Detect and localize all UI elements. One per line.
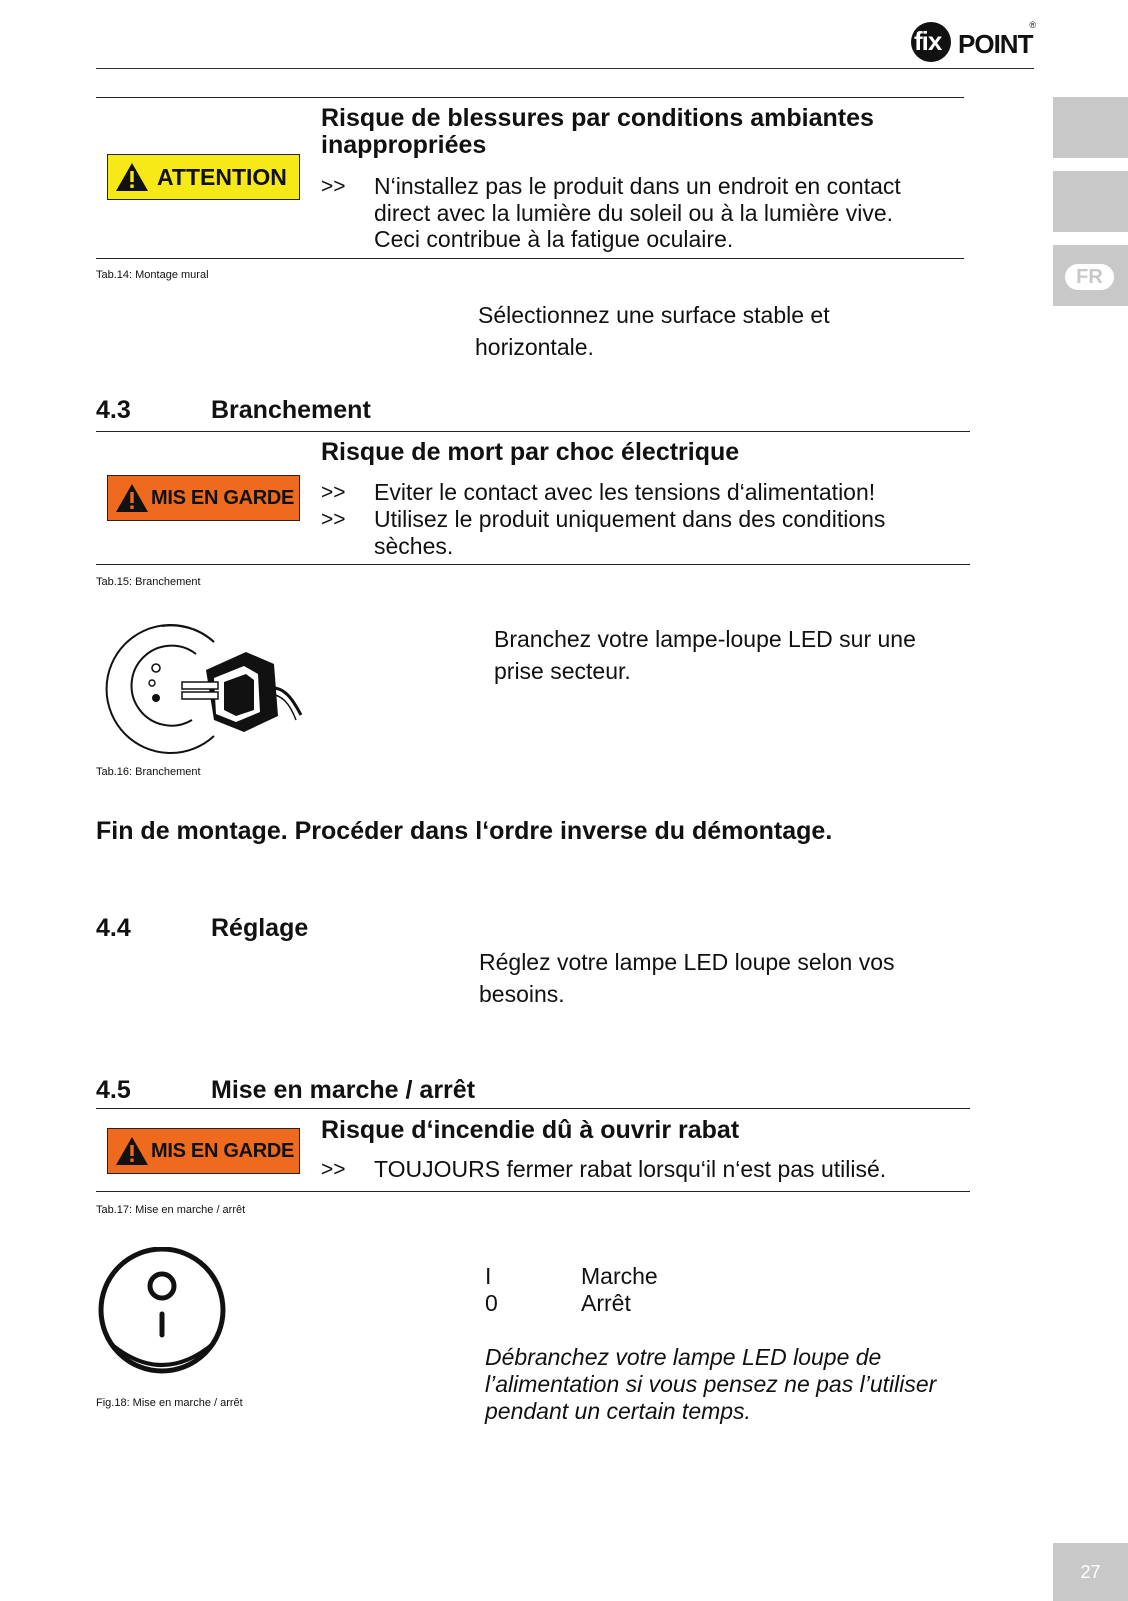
attention-badge-label: ATTENTION [157, 163, 287, 190]
section-43-number: 4.3 [96, 396, 131, 424]
fixpoint-logo [911, 20, 1036, 62]
warning-2-bottom-rule [96, 564, 970, 565]
caption-tab17: Tab.17: Mise en marche / arrêt [96, 1204, 246, 1216]
caption-tab15: Tab.15: Branchement [96, 576, 201, 588]
warning-2-bullet-2-line2: sèches. [374, 533, 454, 559]
warning-1-title-line2: inappropriées [321, 131, 487, 159]
unplug-note-line1: Débranchez votre lampe LED loupe de [485, 1344, 882, 1370]
power-switch-icon [96, 1247, 230, 1381]
warning-3-bottom-rule [96, 1191, 970, 1192]
mis-en-garde-badge-2 [107, 1128, 300, 1174]
side-tab-language[interactable] [1053, 245, 1128, 306]
warning-2-bullet-1: Eviter le contact avec les tensions d‘alimentation! [374, 479, 876, 505]
side-tab-2[interactable] [1053, 171, 1128, 232]
warning-2-bullet-mark-2: >> [321, 508, 346, 531]
language-label: FR [1065, 264, 1114, 290]
plug-socket-illustration [96, 620, 306, 755]
instruction-1-line2: horizontale. [475, 334, 594, 360]
end-of-mounting-note: Fin de montage. Procéder dans l‘ordre inverse du démontage. [96, 817, 833, 845]
side-tab-1[interactable] [1053, 97, 1128, 158]
warning-2-top-rule [96, 431, 970, 432]
header-rule [96, 68, 1034, 69]
page-number: 27 [1053, 1543, 1128, 1601]
switch-row-2-symbol: 0 [485, 1290, 498, 1316]
section-45-number: 4.5 [96, 1076, 131, 1104]
logo-point-text: POINT [958, 29, 1033, 59]
warning-2-bullet-2-line1: Utilisez le produit uniquement dans des conditions [374, 506, 886, 532]
instruction-1-line1: Sélectionnez une surface stable et [478, 302, 830, 328]
section-43-title: Branchement [211, 396, 371, 424]
warning-1-text-line1: N‘installez pas le produit dans un endroit en contact [374, 173, 901, 199]
warning-1-text-line3: Ceci contribue à la fatigue oculaire. [374, 226, 734, 252]
caption-fig18: Fig.18: Mise en marche / arrêt [96, 1397, 243, 1409]
instruction-2-line1: Branchez votre lampe-loupe LED sur une [494, 626, 916, 652]
warning-3-title: Risque d‘incendie dû à ouvrir rabat [321, 1116, 740, 1144]
mis-en-garde-badge-1 [107, 475, 300, 521]
switch-row-1-symbol: I [485, 1263, 492, 1289]
warning-3-top-rule [96, 1108, 970, 1109]
switch-row-1-label: Marche [581, 1263, 658, 1289]
warning-1-bullet-mark: >> [321, 175, 346, 198]
switch-row-2-label: Arrêt [581, 1290, 631, 1316]
section-45-title: Mise en marche / arrêt [211, 1076, 476, 1104]
warning-1-title-line1: Risque de blessures par conditions ambiantes [321, 104, 874, 132]
caption-tab14: Tab.14: Montage mural [96, 269, 209, 281]
warning-triangle-icon [115, 1136, 149, 1166]
warning-2-bullet-mark-1: >> [321, 481, 346, 504]
instruction-3-line2: besoins. [479, 981, 565, 1007]
section-44-title: Réglage [211, 914, 309, 942]
unplug-note-line2: l’alimentation si vous pensez ne pas l’utiliser [485, 1371, 937, 1397]
warning-2-title: Risque de mort par choc électrique [321, 438, 740, 466]
caption-tab16: Tab.16: Branchement [96, 766, 201, 778]
warning-3-bullet-1: TOUJOURS fermer rabat lorsqu‘il n‘est pas utilisé. [374, 1156, 887, 1182]
warning-3-bullet-mark: >> [321, 1158, 346, 1181]
logo-fix-text: fix [914, 26, 942, 56]
mis-en-garde-badge-label: MIS EN GARDE [151, 486, 295, 509]
logo-registered-mark: ® [1029, 20, 1036, 30]
warning-1-text-line2: direct avec la lumière du soleil ou à la lumière vive. [374, 200, 894, 226]
attention-badge [107, 154, 300, 200]
warning-triangle-icon [115, 162, 149, 192]
instruction-3-line1: Réglez votre lampe LED loupe selon vos [479, 949, 895, 975]
section-44-number: 4.4 [96, 914, 131, 942]
warning-1-top-rule [96, 97, 964, 98]
warning-1-bottom-rule [96, 258, 964, 259]
instruction-2-line2: prise secteur. [494, 658, 631, 684]
warning-triangle-icon [115, 483, 149, 513]
mis-en-garde-badge-label: MIS EN GARDE [151, 1139, 295, 1162]
unplug-note-line3: pendant un certain temps. [485, 1398, 751, 1424]
